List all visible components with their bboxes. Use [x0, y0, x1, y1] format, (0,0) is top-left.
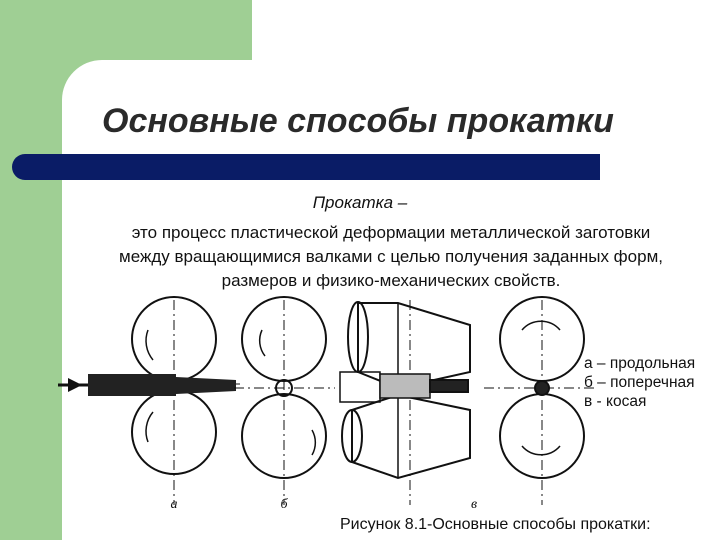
figure-label-a: а [170, 497, 178, 512]
figure-legend [584, 354, 695, 411]
figure-d-planetary [484, 297, 598, 505]
legend-item-b: б – поперечная [584, 374, 695, 391]
definition-line-1: это процесс пластической деформации металлической заготовки [131, 223, 651, 242]
legend-item-c: в - косая [584, 393, 647, 410]
figure-a-longitudinal [58, 297, 240, 505]
figure-b-cross [234, 297, 335, 505]
definition-line-2: между вращающимися валками с целью получения заданных форм, [119, 247, 663, 266]
figure-label-c: в [470, 497, 478, 512]
figure-c-skew [340, 300, 470, 505]
definition-line-3: размеров и физико-механических свойств. [221, 271, 561, 290]
figure-label-b: б [280, 497, 288, 512]
slide-title: Основные способы прокатки [102, 102, 614, 140]
definition-term: Прокатка – [312, 193, 408, 212]
figure-caption: Рисунок 8.1-Основные способы прокатки: [340, 516, 651, 533]
legend-item-a: а – продольная [584, 355, 696, 372]
